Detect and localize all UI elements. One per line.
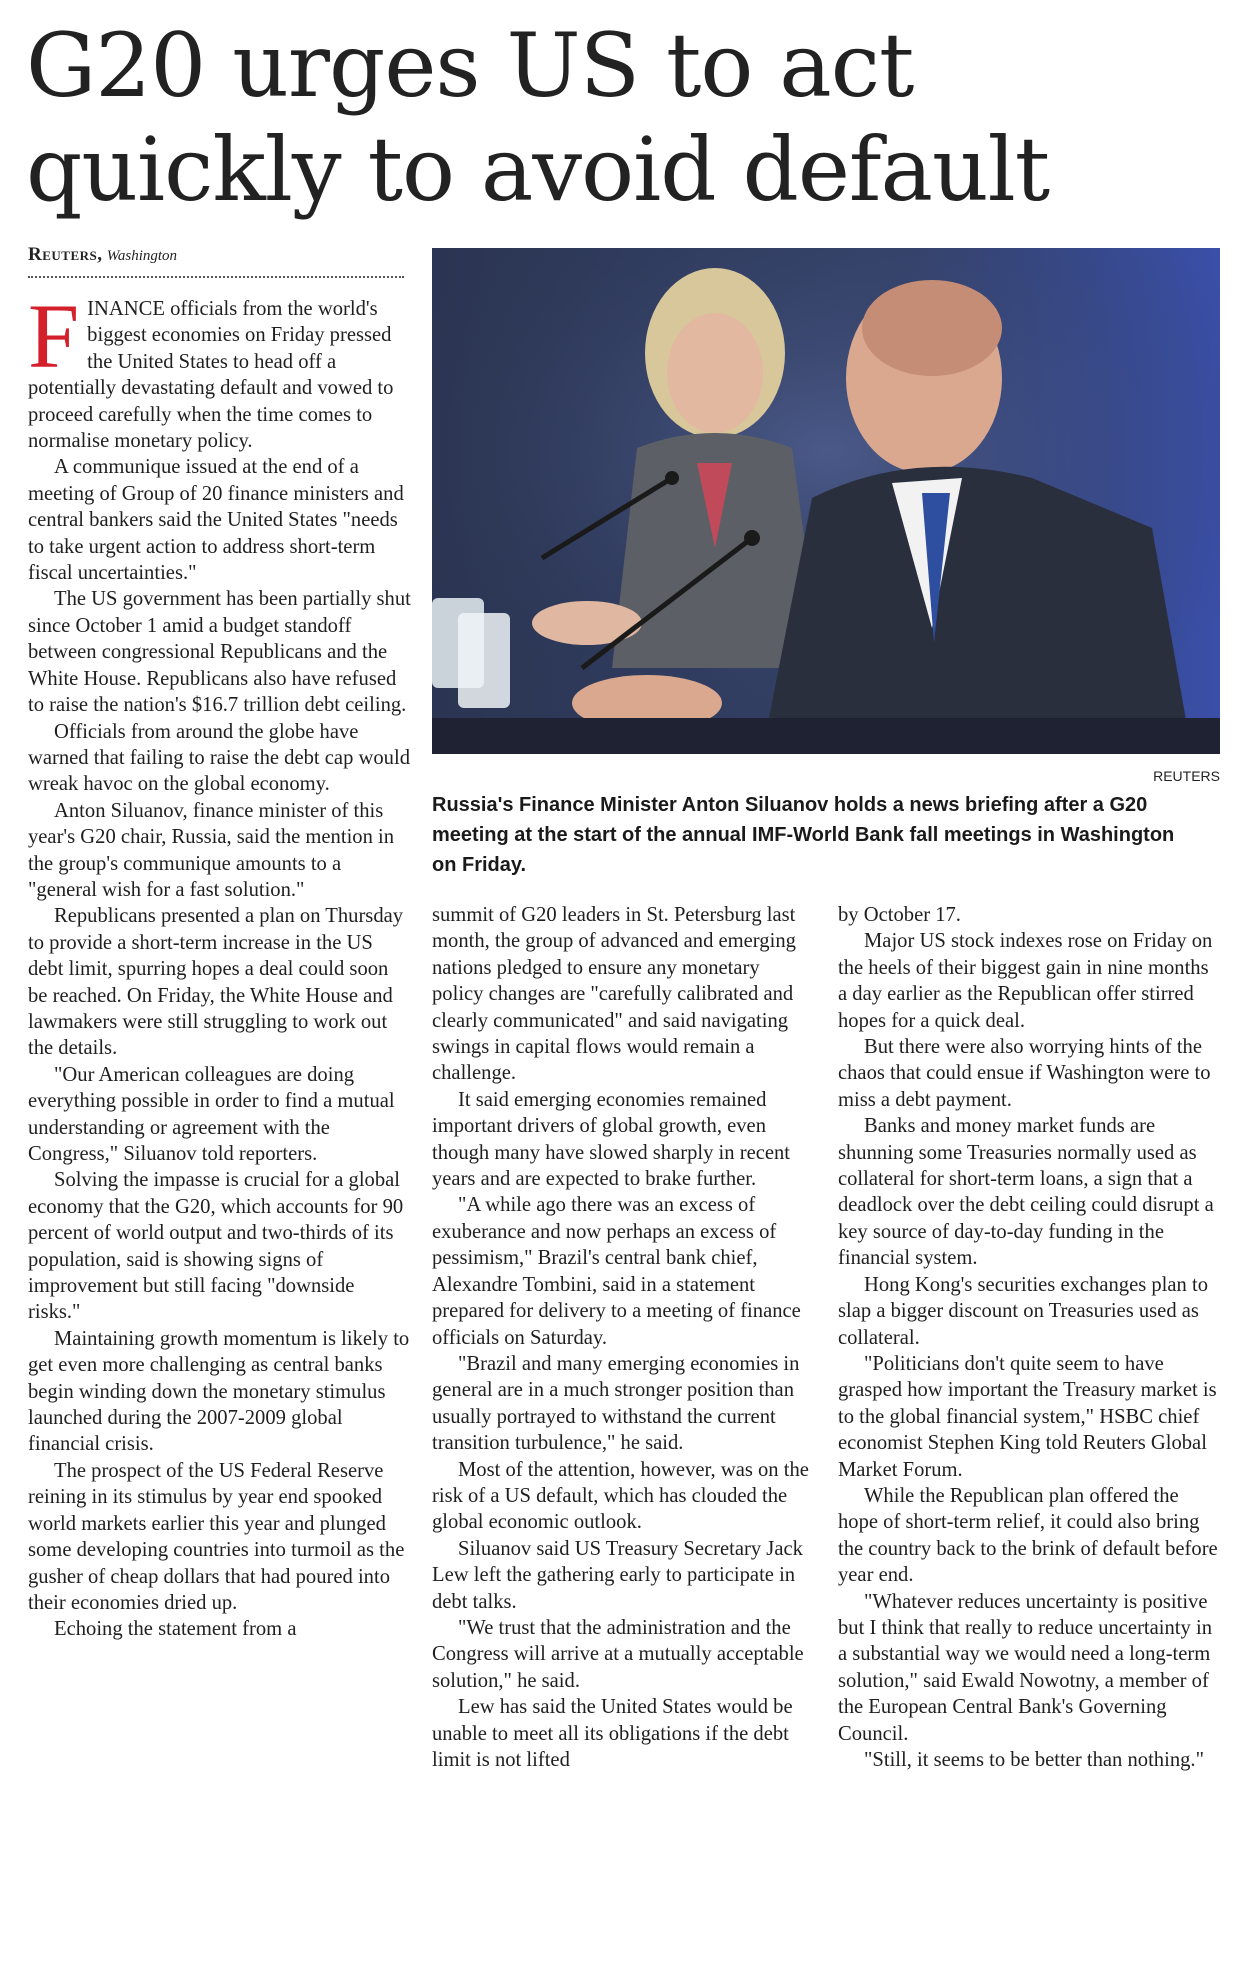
- article-column-3: [838, 902, 1222, 1773]
- paragraph-continued: summit of G20 leaders in St. Petersburg last month, the group of advanced and emerging nations pledged to ensure any monetary policy changes are "carefully calibrated and clearly communicated" and said navigating swings in capital flows would remain a challenge.: [432, 904, 796, 1085]
- paragraph: Hong Kong's securities exchanges plan to slap a bigger discount on Treasuries used as collateral.: [838, 1273, 1209, 1349]
- byline-place: Washington: [106, 248, 178, 264]
- news-photo: [432, 248, 1220, 754]
- paragraph: Lew has said the United States would be unable to meet all its obligations if the debt limit is not lifted: [432, 1696, 793, 1771]
- paragraph: Siluanov said US Treasury Secretary Jack Lew left the gathering early to participate in debt talks.: [432, 1537, 803, 1613]
- paragraph: Anton Siluanov, finance minister of this year's G20 chair, Russia, said the mention in the group's communique amounts to a "general wish for a fast solution.": [28, 799, 395, 901]
- paragraph: Most of the attention, however, was on the risk of a US default, which has clouded the global economic outlook.: [432, 1458, 809, 1534]
- paragraph: Republicans presented a plan on Thursday to provide a short-term increase in the US debt limit, spurring hopes a deal could soon be reached. On Friday, the White House and lawmakers were still struggling to work out the details.: [28, 905, 404, 1060]
- paragraph: Echoing the statement from a: [54, 1618, 297, 1641]
- paragraph: "A while ago there was an excess of exuberance and now perhaps an excess of pessimism," Brazil's central bank chief, Alexandre Tombini, said in a statement prepared for delivery to a meeting of finance officials on Saturday.: [432, 1194, 801, 1349]
- lead-paragraph: [28, 285, 412, 454]
- paragraph-continued: by October 17.: [838, 904, 961, 926]
- drop-cap: F: [28, 285, 80, 387]
- byline: [28, 244, 404, 278]
- paragraph: "Brazil and many emerging economies in general are in a much stronger position than usually portrayed to withstand the current transition turbulence," he said.: [432, 1352, 800, 1455]
- photo-credit: REUTERS: [1153, 768, 1220, 784]
- paragraph: A communique issued at the end of a meeting of Group of 20 finance ministers and central bankers said the United States "needs to take urgent action to address short-term fiscal uncertainties.": [28, 456, 404, 585]
- paragraph: It said emerging economies remained important drivers of global growth, even though many have slowed sharply in recent years and are expected to brake further.: [432, 1088, 791, 1191]
- lead-text: INANCE officials from the world's biggest economies on Friday pressed the United States to head off a potentially devastating default and vowed to proceed carefully when the time comes to normalise monetary policy.: [28, 298, 394, 453]
- headline: G20 urges US to act quickly to avoid default: [26, 14, 1050, 221]
- paragraph: While the Republican plan offered the hope of short-term relief, it could also bring the country back to the brink of default before year end.: [838, 1484, 1218, 1587]
- paragraph: But there were also worrying hints of the chaos that could ensue if Washington were to miss a debt payment.: [838, 1036, 1211, 1111]
- paragraph: Major US stock indexes rose on Friday on the heels of their biggest gain in nine months a day earlier as the Republican offer stirred hopes for a quick deal.: [838, 930, 1213, 1032]
- paragraph: The US government has been partially shut since October 1 amid a budget standoff between congressional Republicans and the White House. Republicans also have refused to raise the nation's $16.7 trillion debt ceiling.: [28, 588, 411, 717]
- paragraph: The prospect of the US Federal Reserve reining in its stimulus by year end spooked world markets earlier this year and plunged some developing countries into turmoil as the gusher of cheap dollars that had poured into their economies dried up.: [28, 1459, 405, 1614]
- paragraph: "We trust that the administration and the Congress will arrive at a mutually acceptable solution," he said.: [432, 1616, 804, 1692]
- paragraph: "Politicians don't quite seem to have grasped how important the Treasury market is to the global financial system," HSBC chief economist Stephen King told Reuters Global Market Forum.: [838, 1352, 1217, 1481]
- paragraph: "Still, it seems to be better than nothing.": [864, 1749, 1204, 1771]
- paragraph: "Whatever reduces uncertainty is positive but I think that really to reduce uncertainty in a substantial way we would need a long-term solution," said Ewald Nowotny, a member of the European Central Bank's Governing Council.: [838, 1590, 1212, 1745]
- article-column-1: [28, 285, 412, 1643]
- paragraph: Officials from around the globe have warned that failing to raise the debt cap would wreak havoc on the global economy.: [28, 720, 410, 796]
- paragraph: Banks and money market funds are shunning some Treasuries normally used as collateral for short-term loans, a sign that a deadlock over the debt ceiling could disrupt a key source of day-to-day funding in the financial system.: [838, 1115, 1214, 1270]
- paragraph: Maintaining growth momentum is likely to get even more challenging as central banks begin winding down the monetary stimulus launched during the 2007-2009 global financial crisis.: [28, 1327, 410, 1456]
- paragraph: Solving the impasse is crucial for a global economy that the G20, which accounts for 90 percent of world output and two-thirds of its population, said is showing signs of improvement but still facing "downside risks.": [28, 1169, 404, 1324]
- byline-agency: Reuters,: [28, 244, 103, 265]
- news-photo-illustration: [432, 248, 1220, 754]
- article-column-2: [432, 902, 816, 1773]
- paragraph: "Our American colleagues are doing everything possible in order to find a mutual understanding or agreement with the Congress," Siluanov told reporters.: [28, 1063, 395, 1165]
- photo-caption: Russia's Finance Minister Anton Siluanov holds a news briefing after a G20 meeting at the start of the annual IMF-World Bank fall meetings in Washington on Friday.: [432, 794, 1175, 876]
